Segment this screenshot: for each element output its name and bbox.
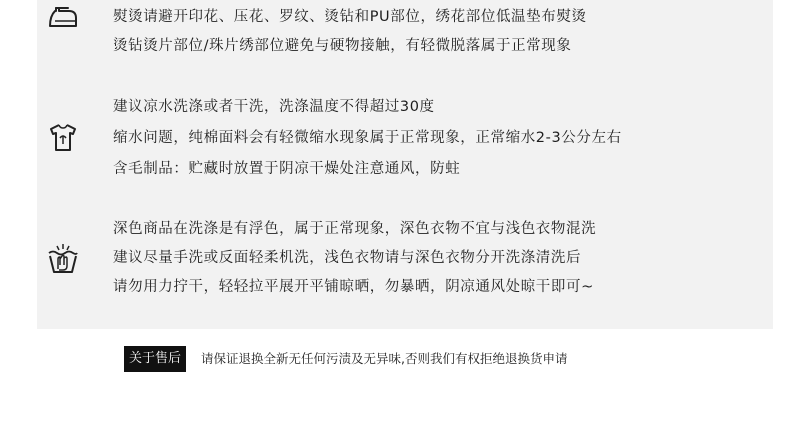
ironing-line-1: 熨烫请避开印花、压花、罗纹、烫钻和PU部位，绣花部位低温垫布熨烫 <box>113 9 587 25</box>
hand-wash-icon <box>47 242 79 274</box>
washing-line-3: 含毛制品：贮藏时放置于阴凉干燥处注意通风，防蛀 <box>113 161 461 177</box>
after-sales-badge: 关于售后 <box>124 346 186 372</box>
color-care-line-3: 请勿用力拧干，轻轻拉平展开平铺晾晒，勿暴晒，阴凉通风处晾干即可~ <box>113 279 594 295</box>
color-care-line-1: 深色商品在洗涤是有浮色，属于正常现象，深色衣物不宜与浅色衣物混洗 <box>113 221 597 237</box>
ironing-line-2: 烫钻烫片部位/珠片绣部位避免与硬物接触，有轻微脱落属于正常现象 <box>113 38 572 54</box>
after-sales-policy-text: 请保证退换全新无任何污渍及无异味,否则我们有权拒绝退换货申请 <box>201 351 568 366</box>
care-instructions-panel <box>37 0 773 329</box>
washing-line-1: 建议凉水洗涤或者干洗，洗涤温度不得超过30度 <box>113 99 435 115</box>
washing-line-2: 缩水问题，纯棉面料会有轻微缩水现象属于正常现象，正常缩水2-3公分左右 <box>113 130 622 146</box>
iron-icon <box>47 2 79 34</box>
color-care-line-2: 建议尽量手洗或反面轻柔机洗，浅色衣物请与深色衣物分开洗涤清洗后 <box>113 250 582 266</box>
shirt-water-icon <box>47 122 79 154</box>
